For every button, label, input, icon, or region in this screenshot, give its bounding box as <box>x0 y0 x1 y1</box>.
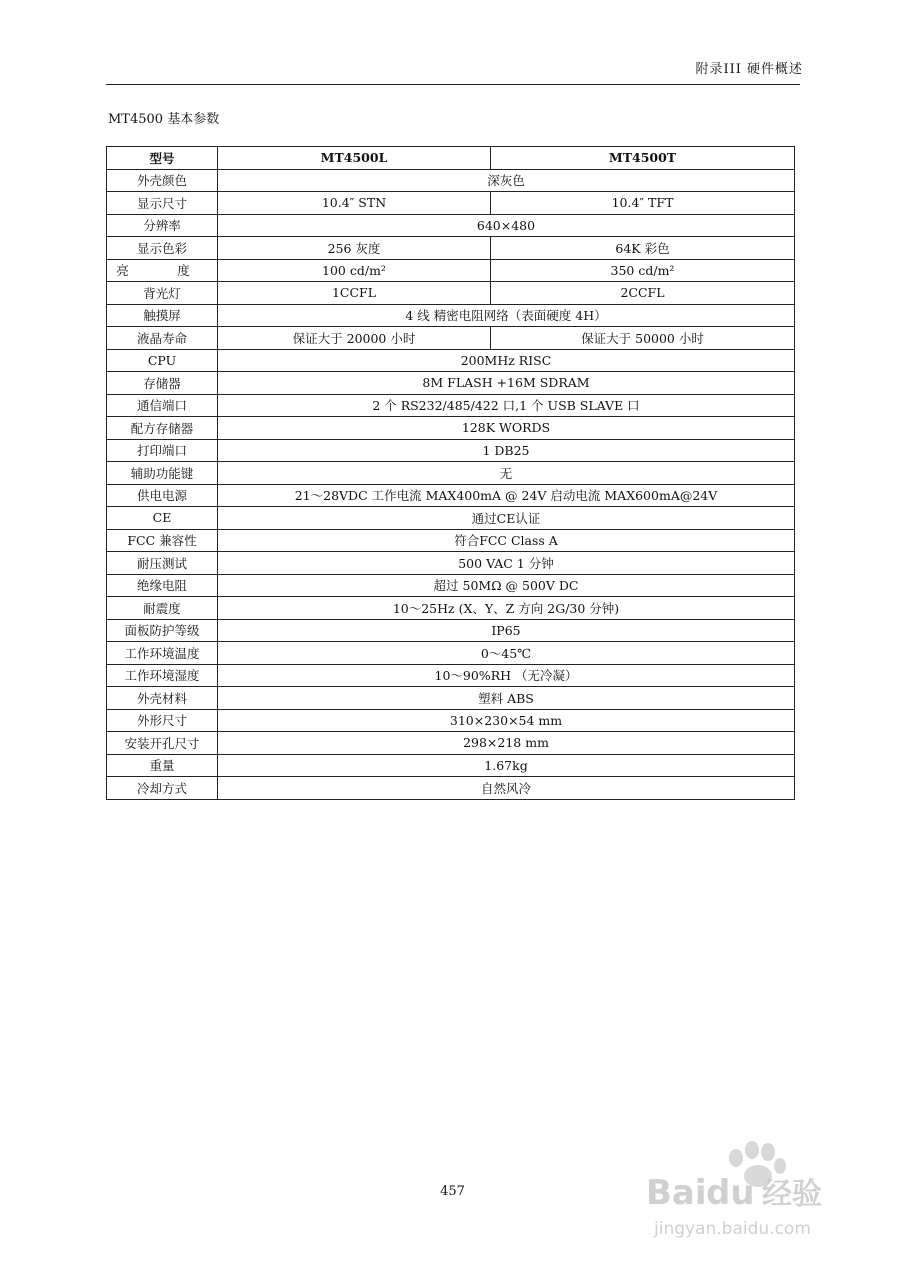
table-row <box>107 394 795 417</box>
spec-table <box>106 146 795 800</box>
row-label: 亮 度 <box>107 259 218 282</box>
row-label: 存储器 <box>107 372 218 395</box>
row-label: 外壳材料 <box>107 687 218 710</box>
table-row <box>107 304 795 327</box>
row-value: 4 线 精密电阻网络（表面硬度 4H） <box>218 304 795 327</box>
row-value: 298×218 mm <box>218 732 795 755</box>
row-label: 辅助功能键 <box>107 462 218 485</box>
table-row <box>107 484 795 507</box>
row-value: 无 <box>218 462 795 485</box>
table-row <box>107 619 795 642</box>
row-label: 外壳颜色 <box>107 169 218 192</box>
row-value: 500 VAC 1 分钟 <box>218 552 795 575</box>
table-row <box>107 282 795 305</box>
table-row <box>107 327 795 350</box>
row-label: 通信端口 <box>107 394 218 417</box>
row-label: 绝缘电阻 <box>107 574 218 597</box>
header-rule <box>106 84 800 85</box>
header-mt4500t: MT4500T <box>491 147 795 170</box>
row-label: 显示色彩 <box>107 237 218 260</box>
table-row <box>107 552 795 575</box>
table-row <box>107 529 795 552</box>
row-value: 深灰色 <box>218 169 795 192</box>
row-label: 分辨率 <box>107 214 218 237</box>
row-label: 耐压测试 <box>107 552 218 575</box>
row-label: 配方存储器 <box>107 417 218 440</box>
table-row <box>107 507 795 530</box>
table-row <box>107 777 795 800</box>
table-row <box>107 439 795 462</box>
row-label: 背光灯 <box>107 282 218 305</box>
row-value: 通过CE认证 <box>218 507 795 530</box>
row-label: 外形尺寸 <box>107 709 218 732</box>
row-value: 8M FLASH +16M SDRAM <box>218 372 795 395</box>
running-header: 附录III 硬件概述 <box>695 62 803 77</box>
row-label: 面板防护等级 <box>107 619 218 642</box>
row-value: 1.67kg <box>218 754 795 777</box>
watermark-url: jingyan.baidu.com <box>654 1219 811 1239</box>
row-value: 符合FCC Class A <box>218 529 795 552</box>
row-value: 塑料 ABS <box>218 687 795 710</box>
row-value-mt4500l: 1CCFL <box>218 282 491 305</box>
row-label: 液晶寿命 <box>107 327 218 350</box>
row-value-mt4500t: 64K 彩色 <box>491 237 795 260</box>
row-label: CPU <box>107 349 218 372</box>
watermark-brand-du: du <box>706 1173 755 1213</box>
table-row <box>107 372 795 395</box>
row-label: FCC 兼容性 <box>107 529 218 552</box>
baidu-jingyan-watermark <box>640 1138 870 1248</box>
row-value: 200MHz RISC <box>218 349 795 372</box>
row-value-mt4500l: 保证大于 20000 小时 <box>218 327 491 350</box>
table-row <box>107 687 795 710</box>
table-row <box>107 214 795 237</box>
row-label: 触摸屏 <box>107 304 218 327</box>
row-label: 安装开孔尺寸 <box>107 732 218 755</box>
row-value: 自然风冷 <box>218 777 795 800</box>
table-row <box>107 237 795 260</box>
row-value: 超过 50MΩ @ 500V DC <box>218 574 795 597</box>
row-label: 工作环境湿度 <box>107 664 218 687</box>
table-row <box>107 642 795 665</box>
row-value: 310×230×54 mm <box>218 709 795 732</box>
row-label: 冷却方式 <box>107 777 218 800</box>
row-value-mt4500t: 2CCFL <box>491 282 795 305</box>
watermark-brand: Bai <box>646 1173 707 1213</box>
header-mt4500l: MT4500L <box>218 147 491 170</box>
row-value-mt4500t: 10.4″ TFT <box>491 192 795 215</box>
table-row <box>107 417 795 440</box>
row-value: 2 个 RS232/485/422 口,1 个 USB SLAVE 口 <box>218 394 795 417</box>
row-value-mt4500l: 100 cd/m² <box>218 259 491 282</box>
row-label: CE <box>107 507 218 530</box>
row-value: 1 DB25 <box>218 439 795 462</box>
table-row <box>107 349 795 372</box>
row-label: 打印端口 <box>107 439 218 462</box>
spec-table-body <box>107 169 795 799</box>
table-row <box>107 462 795 485</box>
row-value: IP65 <box>218 619 795 642</box>
table-row <box>107 169 795 192</box>
row-value: 128K WORDS <box>218 417 795 440</box>
row-label: 耐震度 <box>107 597 218 620</box>
table-header-row <box>107 147 795 170</box>
row-label: 重量 <box>107 754 218 777</box>
table-row <box>107 574 795 597</box>
row-value-mt4500l: 10.4″ STN <box>218 192 491 215</box>
row-value: 21～28VDC 工作电流 MAX400mA @ 24V 启动电流 MAX600mA@24V <box>218 484 795 507</box>
table-row <box>107 664 795 687</box>
table-row <box>107 597 795 620</box>
row-value: 640×480 <box>218 214 795 237</box>
row-value: 10～25Hz (X、Y、Z 方向 2G/30 分钟) <box>218 597 795 620</box>
row-value: 0～45℃ <box>218 642 795 665</box>
table-row <box>107 709 795 732</box>
table-row <box>107 259 795 282</box>
table-row <box>107 192 795 215</box>
table-row <box>107 732 795 755</box>
row-label: 显示尺寸 <box>107 192 218 215</box>
row-value-mt4500t: 350 cd/m² <box>491 259 795 282</box>
row-value: 10～90%RH （无冷凝） <box>218 664 795 687</box>
document-title: MT4500 基本参数 <box>108 112 220 127</box>
row-value-mt4500t: 保证大于 50000 小时 <box>491 327 795 350</box>
header-model: 型号 <box>107 147 218 170</box>
watermark-brand-jingyan: 经验 <box>762 1177 822 1212</box>
row-label: 供电电源 <box>107 484 218 507</box>
page-number: 457 <box>440 1184 465 1199</box>
table-row <box>107 754 795 777</box>
row-value-mt4500l: 256 灰度 <box>218 237 491 260</box>
row-label: 工作环境温度 <box>107 642 218 665</box>
